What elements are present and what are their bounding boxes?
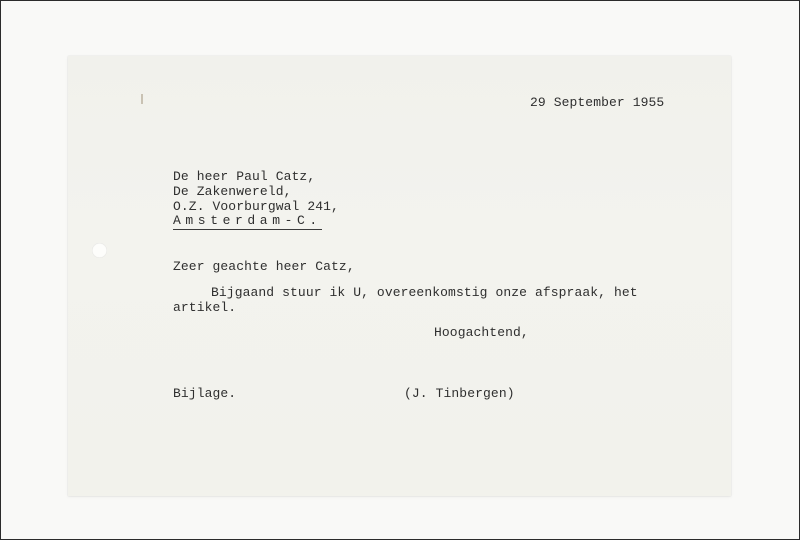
recipient-name: De heer Paul Catz, [173, 169, 316, 184]
recipient-company: De Zakenwereld, [173, 184, 292, 199]
punch-hole [92, 243, 107, 258]
body-line-2: artikel. [173, 300, 237, 315]
letter-date: 29 September 1955 [530, 95, 665, 110]
recipient-street: O.Z. Voorburgwal 241, [173, 199, 339, 214]
body-line-1: Bijgaand stuur ik U, overeenkomstig onze afspraak, het [211, 285, 638, 300]
enclosure-note: Bijlage. [173, 386, 237, 401]
salutation: Zeer geachte heer Catz, [173, 259, 355, 274]
letter-sheet [68, 56, 731, 496]
closing: Hoogachtend, [434, 325, 529, 340]
signature-name: (J. Tinbergen) [404, 386, 515, 401]
paper-mark [141, 94, 143, 104]
recipient-city: Amsterdam-C. [173, 213, 322, 228]
